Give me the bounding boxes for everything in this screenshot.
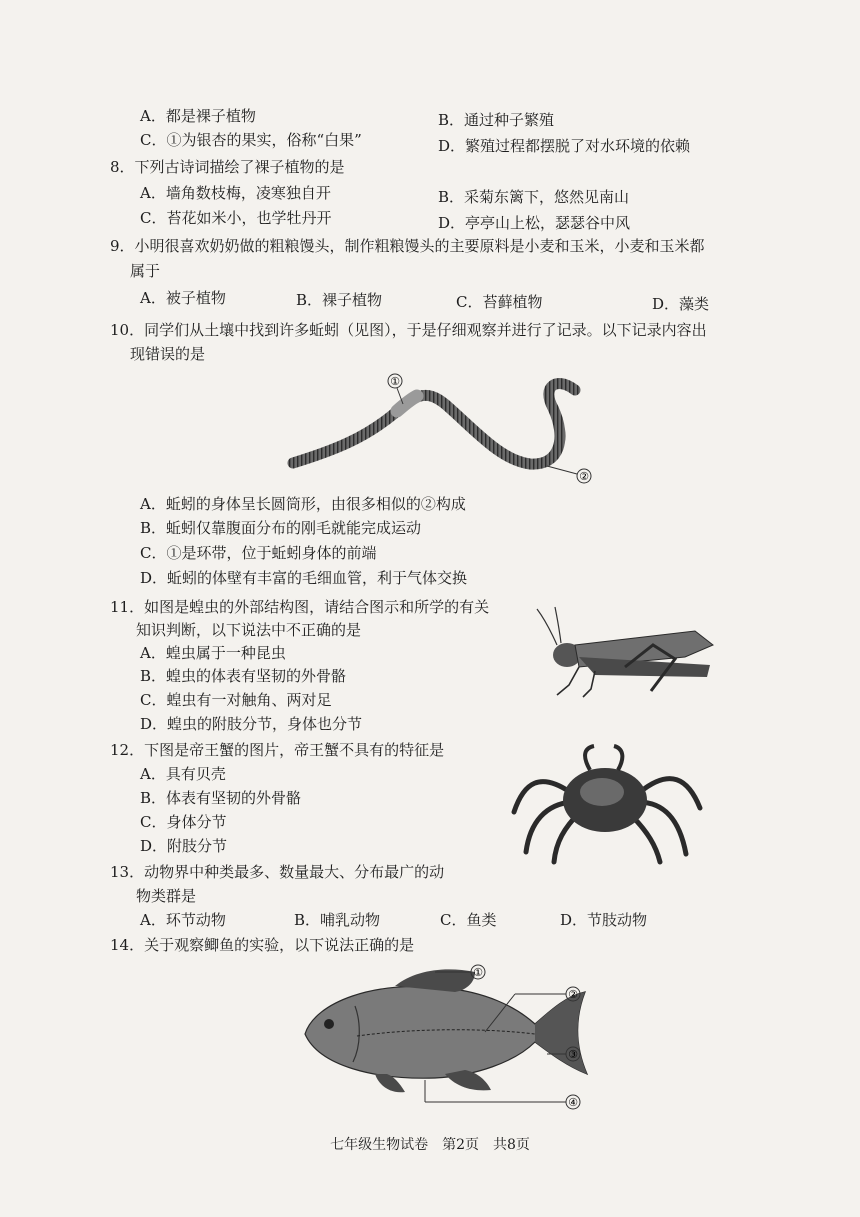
q13-stem-line2: 物类群是 xyxy=(136,887,197,905)
q10-stem-line1: 10．同学们从土壤中找到许多蚯蚓（见图），于是仔细观察并进行了记录。以下记录内容出 xyxy=(110,321,707,339)
fish-label-3: ③ xyxy=(568,1048,578,1061)
q11-option-c: C．蝗虫有一对触角、两对足 xyxy=(140,691,332,709)
q9-stem-line2: 属于 xyxy=(130,262,161,280)
q8-option-c: C．苔花如米小，也学牡丹开 xyxy=(140,209,332,227)
q12-option-c: C．身体分节 xyxy=(140,813,227,831)
q10-option-b: B．蚯蚓仅靠腹面分布的刚毛就能完成运动 xyxy=(140,519,422,537)
q13-option-b: B．哺乳动物 xyxy=(294,911,381,929)
antenna-icon xyxy=(537,609,557,645)
q9-stem-line1: 9．小明很喜欢奶奶做的粗粮馒头，制作粗粮馒头的主要原料是小麦和玉米，小麦和玉米都 xyxy=(110,237,705,255)
crab-claw xyxy=(614,746,622,770)
q11-stem-line1: 11．如图是蝗虫的外部结构图，请结合图示和所学的有关 xyxy=(110,598,490,616)
fish-label-4: ④ xyxy=(568,1096,578,1109)
q8-option-b: B．采菊东篱下，悠然见南山 xyxy=(438,188,630,206)
middle-leg xyxy=(583,671,595,697)
q13-option-c: C．鱼类 xyxy=(440,911,497,929)
tail-fin xyxy=(535,992,587,1074)
q9-option-a: A．被子植物 xyxy=(140,289,226,307)
q11-option-a: A．蝗虫属于一种昆虫 xyxy=(140,644,286,662)
q9-option-c: C．苔藓植物 xyxy=(456,293,543,311)
q10-option-d: D．蚯蚓的体壁有丰富的毛细血管，利于气体交换 xyxy=(140,569,468,587)
label-line-2 xyxy=(547,466,577,474)
q8-option-a: A．墙角数枝梅，凌寒独自开 xyxy=(140,184,331,202)
fish-label-1: ① xyxy=(473,966,483,979)
q7-option-a: A．都是裸子植物 xyxy=(140,107,256,125)
earthworm-label-1: ① xyxy=(390,375,400,388)
q11-stem-line2: 知识判断，以下说法中不正确的是 xyxy=(136,621,362,639)
page-footer: 七年级生物试卷 第2页 共8页 xyxy=(330,1137,530,1153)
q8-stem: 8．下列古诗词描绘了裸子植物的是 xyxy=(110,158,345,176)
earthworm-body xyxy=(293,384,575,465)
q8-option-d: D．亭亭山上松，瑟瑟谷中风 xyxy=(438,214,631,232)
clitellum-band xyxy=(397,396,417,411)
q11-option-b: B．蝗虫的体表有坚韧的外骨骼 xyxy=(140,667,347,685)
q10-option-a: A．蚯蚓的身体呈长圆筒形，由很多相似的②构成 xyxy=(140,495,466,513)
king-crab-figure xyxy=(510,742,705,867)
locust-figure xyxy=(535,605,720,700)
fore-leg xyxy=(557,667,579,695)
q12-stem: 12．下图是帝王蟹的图片，帝王蟹不具有的特征是 xyxy=(110,741,445,759)
q9-option-d: D．藻类 xyxy=(652,295,710,313)
crab-carapace-highlight xyxy=(580,778,624,806)
earthworm-label-2: ② xyxy=(579,470,589,483)
q11-option-d: D．蝗虫的附肢分节，身体也分节 xyxy=(140,715,363,733)
q7-option-b: B．通过种子繁殖 xyxy=(438,111,555,129)
q13-option-d: D．节肢动物 xyxy=(560,911,648,929)
fish-eye xyxy=(324,1019,334,1029)
q13-option-a: A．环节动物 xyxy=(140,911,226,929)
q10-stem-line2: 现错误的是 xyxy=(130,345,206,363)
q13-stem-line1: 13．动物界中种类最多、数量最大、分布最广的动 xyxy=(110,863,445,881)
q12-option-d: D．附肢分节 xyxy=(140,837,228,855)
fish-label-2: ② xyxy=(568,988,578,1001)
q14-stem: 14．关于观察鲫鱼的实验，以下说法正确的是 xyxy=(110,936,415,954)
q9-option-b: B．裸子植物 xyxy=(296,291,383,309)
q7-option-d: D．繁殖过程都摆脱了对水环境的依赖 xyxy=(438,137,691,155)
antenna-icon xyxy=(555,607,561,643)
q10-option-c: C．①是环带，位于蚯蚓身体的前端 xyxy=(140,544,377,562)
q12-option-a: A．具有贝壳 xyxy=(140,765,226,783)
crucian-carp-figure xyxy=(295,962,595,1110)
crab-claw xyxy=(585,746,594,770)
q7-option-c: C．①为银杏的果实，俗称“白果” xyxy=(140,131,362,149)
earthworm-figure xyxy=(285,368,605,488)
q12-option-b: B．体表有坚韧的外骨骼 xyxy=(140,789,302,807)
anal-fin xyxy=(445,1070,491,1090)
